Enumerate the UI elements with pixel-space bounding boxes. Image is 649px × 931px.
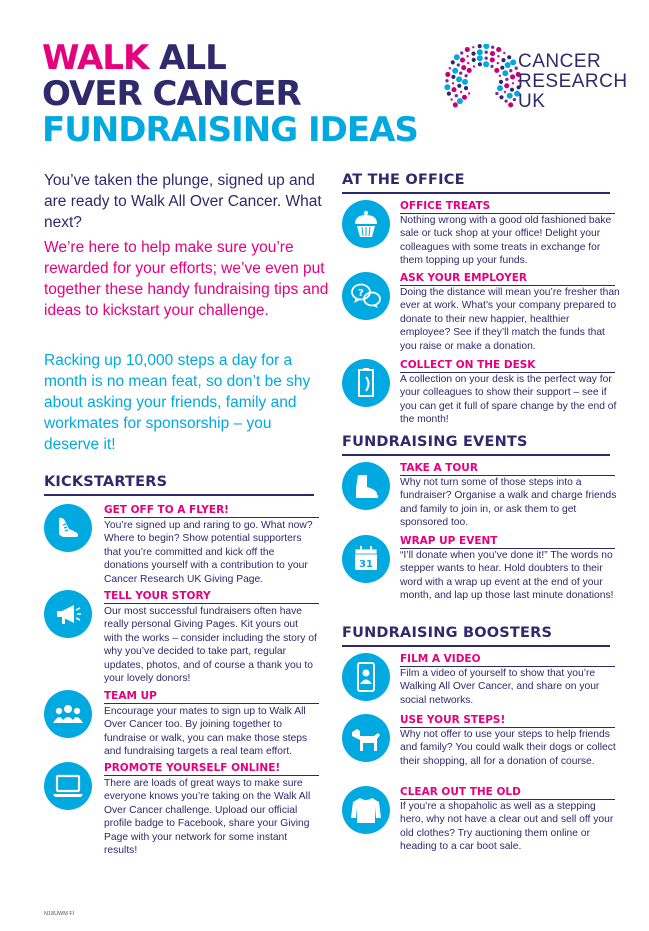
- kickstarters-heading: KICKSTARTERS: [44, 474, 168, 490]
- logo-dot: [497, 55, 499, 57]
- fundraising-boosters-heading: FUNDRAISING BOOSTERS: [342, 625, 553, 641]
- logo-dot: [507, 93, 513, 99]
- kickstarter-get-off-to-a-flyer: [44, 504, 319, 584]
- item-text: Film a video of yourself to show that you’re Walking All Over Cancer, and share on your social networks.: [400, 668, 600, 706]
- dog-icon: [342, 714, 390, 762]
- take-a-tour: [342, 462, 617, 532]
- item-title: WRAP UP EVENT: [400, 535, 498, 547]
- item-text: You’re signed up and raring to go. What now? Where to begin? Show potential supporters that you’re committed and kick off the donations yourself with a contribution to your Cancer Research UK Giving Page.: [104, 520, 313, 585]
- logo-dot: [491, 46, 494, 49]
- logo-dot: [471, 52, 475, 56]
- item-title: TELL YOUR STORY: [104, 590, 211, 602]
- logo-dot: [473, 65, 475, 67]
- logo-dot: [499, 75, 501, 77]
- item-rule: [104, 703, 319, 704]
- logo-dot: [502, 70, 508, 76]
- logo-dot: [466, 55, 468, 57]
- logo-dot: [456, 76, 462, 82]
- kickstarter-tell-your-story: [44, 590, 319, 685]
- logo-dot: [455, 94, 458, 97]
- logo-dot: [490, 51, 495, 56]
- running-shoe-icon: [44, 504, 92, 552]
- logo-dot: [452, 82, 454, 84]
- office-divider: [342, 192, 610, 194]
- fundraising-events-heading: FUNDRAISING EVENTS: [342, 434, 528, 450]
- office-treats: [342, 200, 617, 270]
- wrap-up-event: [342, 535, 617, 620]
- logo-dot: [451, 75, 455, 79]
- logo-dot: [496, 47, 501, 52]
- item-title: ASK YOUR EMPLOYER: [400, 272, 527, 284]
- logo-dot: [499, 80, 503, 84]
- item-text: Our most successful fundraisers often have really personal Giving Pages. Kit yours out with the works – consider including the story of why you’ve decided to take part, regular updates, photos, and of course a thank you to your lovely donors!: [104, 606, 317, 685]
- logo-line-2: RESEARCH: [518, 71, 628, 92]
- logo-dot: [500, 66, 504, 70]
- logo-dot: [510, 74, 515, 79]
- logo-dot: [505, 78, 508, 81]
- speech-bubbles-icon: [342, 272, 390, 320]
- logo-dot: [459, 72, 462, 75]
- logo-dot: [460, 91, 462, 93]
- logo-dot: [497, 85, 503, 91]
- item-title: GET OFF TO A FLYER!: [104, 504, 229, 516]
- logo-dot: [460, 58, 465, 63]
- logo-dot: [507, 55, 511, 59]
- logo-dot: [450, 98, 452, 100]
- collection-tin-icon: [342, 359, 390, 407]
- logo-dot: [462, 95, 467, 100]
- logo-dot: [477, 49, 483, 55]
- logo-dot: [472, 58, 476, 62]
- logo-dot: [490, 57, 495, 62]
- laptop-icon: [44, 762, 92, 810]
- item-text: Doing the distance will mean you’re fresher than ever at work. What’s your company prepared to donate to their new happier, healthier employee? See if they’ll match the funds that you raise or make a donation.: [400, 287, 620, 352]
- logo-dot: [509, 69, 512, 72]
- kickstarters-divider: [44, 494, 314, 496]
- item-text: “I’ll donate when you’ve done it!” The words no stepper wants to hear. Hold doubters to their word with a wrap up event at the end of your month, and lap up those last minute donations!: [400, 550, 614, 602]
- logo-dot: [461, 65, 466, 70]
- logo-dot: [472, 46, 474, 48]
- intro-paragraph-3: Racking up 10,000 steps a day for a month is no mean feat, so don’t be shy about asking your friends, family and workmates for sponsorship – you deserve it!: [44, 352, 311, 453]
- logo-dot: [510, 59, 516, 65]
- logo-dot: [457, 63, 460, 66]
- at-the-office-heading: AT THE OFFICE: [342, 172, 465, 188]
- logo-dot: [451, 60, 455, 64]
- title-all: ALL: [159, 38, 226, 78]
- logo-dot: [457, 84, 461, 88]
- logo-dot: [504, 83, 509, 88]
- logo-dot: [445, 79, 448, 82]
- collect-on-the-desk: [342, 359, 617, 429]
- logo-dot: [485, 51, 488, 54]
- logo-line-3: UK: [518, 91, 546, 112]
- logo-dot: [490, 65, 493, 68]
- item-rule: [104, 775, 319, 776]
- clear-out-the-old: [342, 786, 617, 856]
- title-walk: WALK: [42, 38, 149, 78]
- logo-dot: [457, 98, 463, 104]
- item-title: OFFICE TREATS: [400, 200, 491, 212]
- logo-dot: [452, 68, 458, 74]
- logo-dot: [485, 57, 488, 60]
- logo-dot: [483, 61, 489, 67]
- logo-dot: [445, 72, 450, 77]
- kickstarter-promote-yourself-online: [44, 762, 319, 857]
- kickstarter-team-up: [44, 690, 319, 758]
- megaphone-icon: [44, 590, 92, 638]
- item-title: USE YOUR STEPS!: [400, 714, 506, 726]
- logo-dot: [505, 62, 511, 68]
- item-rule: [104, 517, 319, 518]
- logo-line-1: CANCER: [518, 51, 602, 72]
- logo-dot: [510, 88, 514, 92]
- logo-dot: [501, 58, 505, 62]
- item-text: Nothing wrong with a good old fashioned bake sale or tuck shop at your office! Delight your colleagues with some treats in exchange for them topping up your funds.: [400, 215, 612, 267]
- logo-dot: [483, 44, 489, 49]
- item-text: Why not turn some of those steps into a fundraiser? Organise a walk and charge friends and family to join in, or ask them to get sponsored too.: [400, 477, 617, 529]
- logo-dot: [465, 47, 470, 52]
- intro-paragraph-1: You’ve taken the plunge, signed up and are ready to Walk All Over Cancer. What next?: [44, 172, 322, 231]
- logo-dot: [512, 82, 514, 84]
- logo-dot: [478, 44, 482, 48]
- logo-dot: [477, 55, 483, 61]
- cupcake-icon: [342, 200, 390, 248]
- title-fundraising-ideas: FUNDRAISING IDEAS: [42, 110, 418, 150]
- team-icon: [44, 690, 92, 738]
- logo-dot: [454, 54, 460, 60]
- item-title: TEAM UP: [104, 690, 157, 702]
- logo-dot: [453, 102, 458, 107]
- svg-text:?: ?: [358, 288, 364, 299]
- page-title: [42, 40, 418, 148]
- logo-dot: [504, 91, 506, 93]
- calendar-icon: [342, 535, 390, 583]
- item-title: FILM A VIDEO: [400, 653, 481, 665]
- item-text: There are loads of great ways to make sure everyone knows you’re taking on the Walk All Over Cancer challenge. Upload our official profile badge to Facebook, share your Giving Page with your network for some instant results!: [104, 778, 311, 857]
- logo-dot: [447, 92, 451, 96]
- logo-dot: [464, 86, 468, 90]
- calendar-day: 31: [359, 559, 373, 570]
- logo-dot: [503, 52, 505, 54]
- logo-dot: [449, 67, 451, 69]
- logo-dot: [467, 68, 472, 73]
- intro-paragraph-2: We’re here to help make sure you’re rewarded for your efforts; we’ve even put together these handy fundraising tips and ideas to kickstart your challenge.: [44, 239, 329, 319]
- logo-dot: [513, 98, 516, 101]
- film-a-video: [342, 653, 617, 711]
- use-your-steps: [342, 714, 617, 784]
- item-text: Encourage your mates to sign up to Walk All Over Cancer too. By joining together to fundraise or walk, you can make those steps and fundraising targets a real team effort.: [104, 706, 308, 758]
- item-title: TAKE A TOUR: [400, 462, 478, 474]
- logo-dot: [460, 51, 463, 54]
- events-divider: [342, 454, 610, 456]
- item-text: Why not offer to use your steps to help friends and family? You could walk their dogs or collect their shopping, all for a donation of course.: [400, 729, 616, 767]
- logo-dot: [495, 92, 498, 95]
- logo-dot: [444, 84, 450, 90]
- logo-text: [518, 52, 628, 112]
- logo-dot: [468, 92, 470, 94]
- item-title: COLLECT ON THE DESK: [400, 359, 536, 371]
- logo-dot: [467, 62, 469, 64]
- logo-dot: [499, 95, 503, 99]
- logo-dot: [508, 102, 513, 107]
- sweater-icon: [342, 786, 390, 834]
- boosters-divider: [342, 645, 610, 647]
- phone-video-icon: [342, 653, 390, 701]
- logo-dot: [451, 87, 456, 92]
- logo-dot: [497, 62, 499, 64]
- logo-dot: [494, 68, 499, 73]
- title-over-cancer: OVER CANCER: [42, 74, 301, 114]
- logo-dot: [464, 74, 467, 77]
- logo-dot: [504, 99, 507, 102]
- item-title: CLEAR OUT THE OLD: [400, 786, 521, 798]
- boot-icon: [342, 462, 390, 510]
- item-rule: [104, 603, 319, 604]
- logo-dot: [478, 62, 482, 66]
- item-text: If you’re a shopaholic as well as a stepping hero, why not have a clear out and sell off your old clothes? Try auctioning them online or heading to a car boot sale.: [400, 801, 614, 853]
- item-text: A collection on your desk is the perfect way for your colleagues to show their support – see if you can get it full of spare change by the end of the month!: [400, 374, 617, 426]
- logo-dot: [462, 79, 468, 85]
- ask-your-employer: [342, 272, 620, 357]
- footer-code: N18UWM FI: [44, 911, 75, 917]
- item-title: PROMOTE YOURSELF ONLINE!: [104, 762, 281, 774]
